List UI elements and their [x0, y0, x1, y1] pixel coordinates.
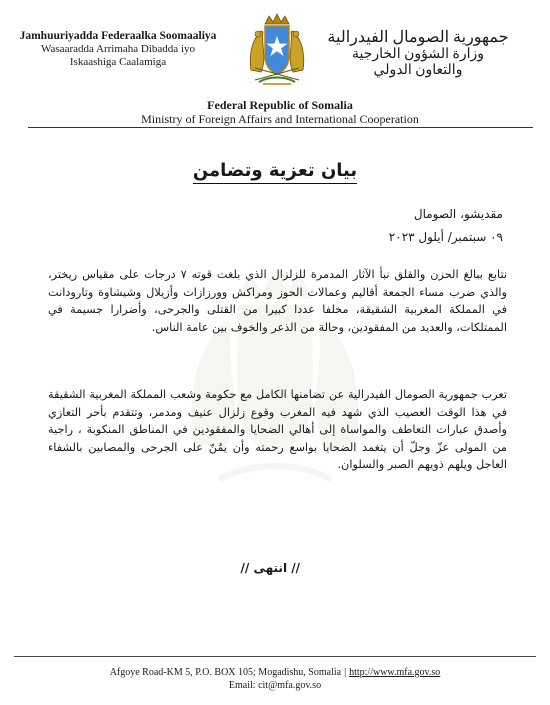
- header-divider: [28, 127, 533, 128]
- statement-paragraph-2: تعرب جمهورية الصومال الفيدرالية عن تضامنها الكامل مع حكومة وشعب المملكة المغربية الشقيقة في هذا الوقت العصيب الذي شهد فيه المغرب وقوع زلزال عنيف ومدمر، وتتقدم بأحر التعازي وأصدق عبارات التعاطف والمواساة إلى أهالي الضحايا والمفقودين في المناطق المنكوبة ، راجية من المولى عزّ وجلّ أن يتغمد الضحايا بواسع رحمته وأن يمُنّ على الجرحى والمصابين بالشفاء العاجل ويلهم ذويهم الصبر والسلوان.: [48, 388, 507, 471]
- footer-email[interactable]: Email: cit@mfa.gov.so: [228, 680, 322, 691]
- footer-line-1: [40, 666, 510, 679]
- footer: [40, 666, 510, 692]
- english-header-title: Federal Republic of Somalia: [207, 98, 353, 112]
- footer-address: Afgoye Road-KM 5, P.O. BOX 105; Mogadishu, Somalia: [109, 667, 342, 678]
- document-title-text: بيان تعزية وتضامن: [193, 160, 357, 184]
- arabic-header-line-2: وزارة الشؤون الخارجية: [351, 47, 485, 62]
- document-place: مقديشو، الصومال: [413, 207, 503, 221]
- document-title: [150, 160, 400, 181]
- english-header: [110, 98, 450, 126]
- footer-website-link[interactable]: http://www.mfa.gov.so: [349, 667, 441, 678]
- statement-closing: // انتهى //: [240, 561, 300, 575]
- arabic-header-line-3: والتعاون الدولي: [373, 63, 463, 78]
- arabic-header-title: جمهورية الصومال الفيدرالية: [327, 29, 509, 46]
- english-header-subtitle: Ministry of Foreign Affairs and International Cooperation: [141, 112, 419, 126]
- footer-divider: [14, 656, 536, 657]
- arabic-header: [308, 29, 528, 79]
- statement-paragraph-1: نتابع ببالغ الحزن والقلق نبأ الآثار المدمرة للزلزال الذي بلغت قوته ٧ درجات على مقياس ريختر، والذي ضرب مساء الجمعة أقاليم وعمالات الحوز ومراكش وورزازات وأزيلال وشيشاوة وتارودانت في المملكة المغربية الشقيقة، مخلفا عددا كبيرا من القتلى والجرحى، وأضرارا جسيمة في الممتلكات، والعديد من المفقودين، وحالة من الذعر والخوف بين عامة الناس.: [48, 268, 507, 334]
- somalia-coat-of-arms-icon: [245, 10, 309, 90]
- footer-separator: |: [344, 667, 347, 678]
- somali-header-title: Jamhuuriyadda Federaalka Soomaaliya: [19, 30, 217, 42]
- somali-header-line-2: Wasaaradda Arrimaha Dibadda iyo: [41, 43, 195, 55]
- somali-header-line-3: Iskaashiga Caalamiga: [69, 56, 167, 68]
- somali-header: [18, 30, 218, 69]
- document-date: ٠٩ سبتمبر/ أيلول ٢٠٢٣: [388, 230, 503, 244]
